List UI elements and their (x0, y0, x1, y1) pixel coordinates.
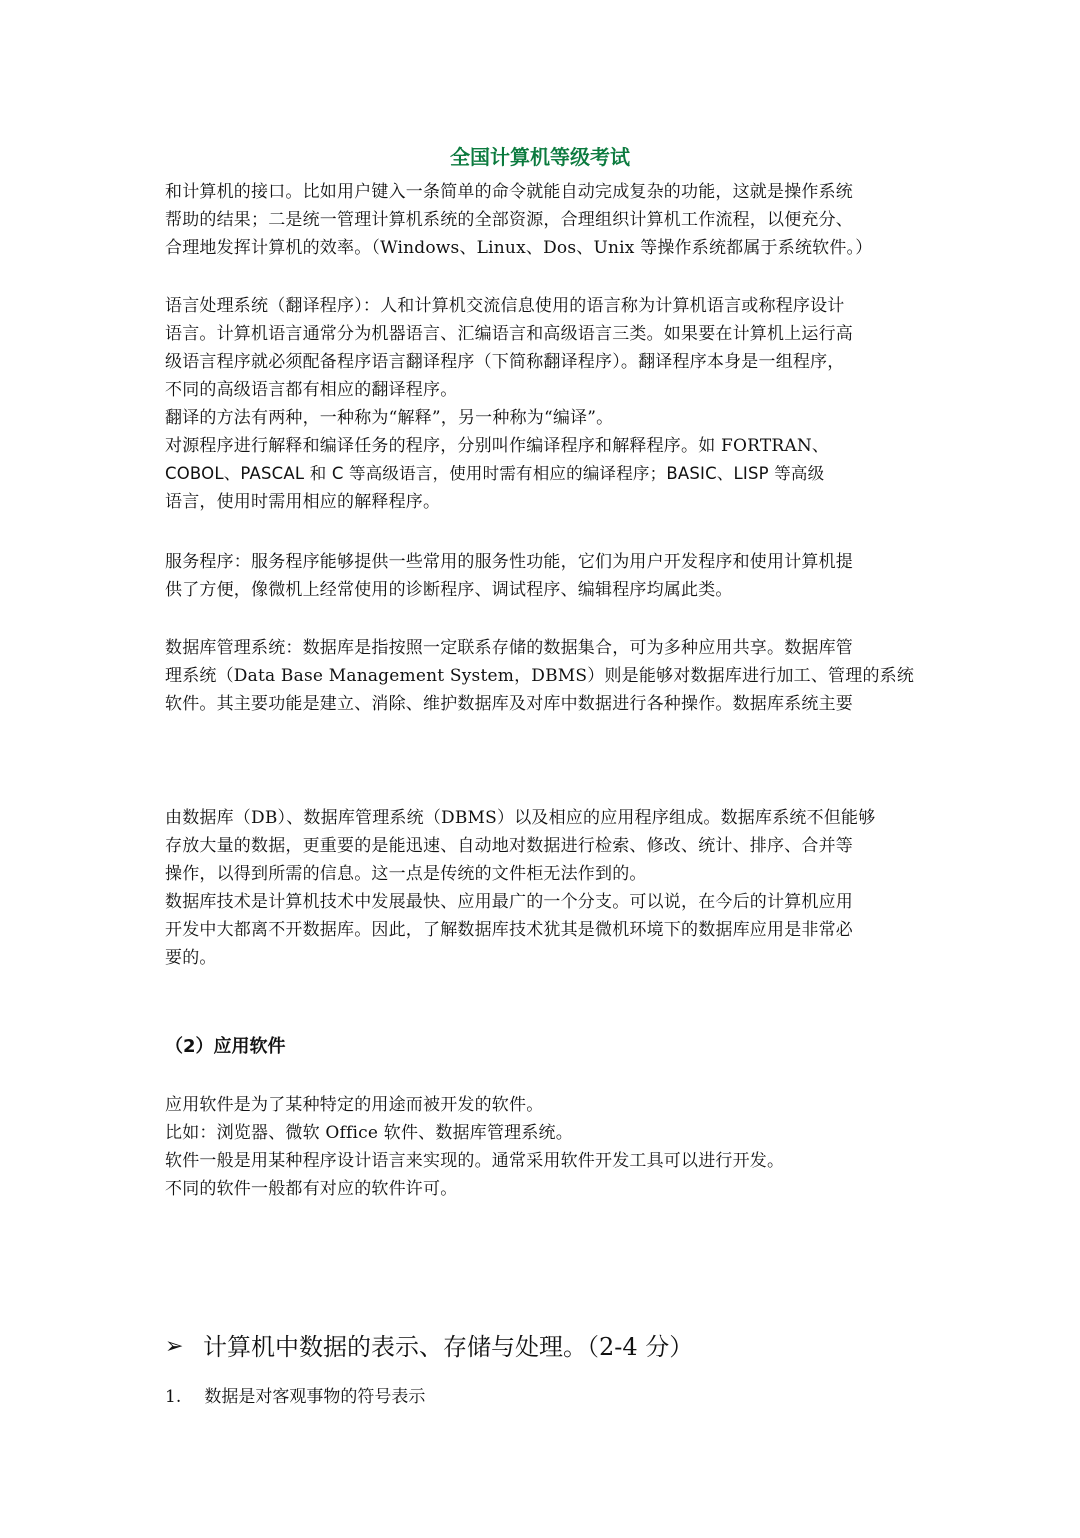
application-software-heading: （2）应用软件 (165, 1036, 286, 1057)
text-line: 应用软件是为了某种特定的用途而被开发的软件。 (165, 1095, 544, 1115)
os-paragraph (165, 178, 940, 262)
text-line: 不同的软件一般都有对应的软件许可。 (165, 1179, 458, 1199)
text-line: 由数据库（DB）、数据库管理系统（DBMS）以及相应的应用程序组成。数据库系统不但能够 (165, 808, 876, 828)
text-line: 语言，使用时需用相应的解释程序。 (165, 492, 441, 512)
text-line: 翻译的方法有两种，一种称为“解释”，另一种称为“编译”。 (165, 408, 614, 428)
page-header-title: 全国计算机等级考试 (450, 145, 630, 169)
text-line: 和计算机的接口。比如用户键入一条简单的命令就能自动完成复杂的功能，这就是操作系统 (165, 182, 853, 202)
list-item-number: 1. (165, 1387, 182, 1407)
text-line: 语言。计算机语言通常分为机器语言、汇编语言和高级语言三类。如果要在计算机上运行高 (165, 324, 853, 344)
section-heading (165, 1330, 693, 1364)
list-item (165, 1383, 425, 1411)
text-line: COBOL、PASCAL 和 C 等高级语言，使用时需有相应的编译程序；BASIC、LISP 等高级 (165, 464, 825, 483)
dbms-paragraph (165, 634, 940, 718)
text-line: 操作，以得到所需的信息。这一点是传统的文件柜无法作到的。 (165, 864, 647, 884)
application-software-paragraph (165, 1091, 940, 1203)
text-line: 服务程序：服务程序能够提供一些常用的服务性功能，它们为用户开发程序和使用计算机提 (165, 552, 853, 572)
text-line: 存放大量的数据，更重要的是能迅速、自动地对数据进行检索、修改、统计、排序、合并等 (165, 836, 853, 856)
text-line: 不同的高级语言都有相应的翻译程序。 (165, 380, 458, 400)
text-line: 要的。 (165, 948, 217, 968)
arrow-bullet-icon: ➢ (165, 1334, 184, 1359)
section-heading-title: 计算机中数据的表示、存储与处理。（2-4 分） (203, 1333, 694, 1361)
list-item-text: 数据是对客观事物的符号表示 (204, 1387, 426, 1407)
text-line: 理系统（Data Base Management System，DBMS）则是能够对数据库进行加工、管理的系统 (165, 666, 915, 686)
text-line: 软件一般是用某种程序设计语言来实现的。通常采用软件开发工具可以进行开发。 (165, 1151, 785, 1171)
text-line: 合理地发挥计算机的效率。（Windows、Linux、Dos、Unix 等操作系统都属于系统软件。） (165, 238, 873, 258)
text-line: 数据库技术是计算机技术中发展最快、应用最广的一个分支。可以说，在今后的计算机应用 (165, 892, 853, 912)
text-line: 比如：浏览器、微软 Office 软件、数据库管理系统。 (165, 1123, 573, 1143)
text-line: 开发中大都离不开数据库。因此，了解数据库技术犹其是微机环境下的数据库应用是非常必 (165, 920, 853, 940)
service-program-paragraph (165, 548, 940, 604)
text-line: 对源程序进行解释和编译任务的程序，分别叫作编译程序和解释程序。如 FORTRAN、 (165, 436, 830, 456)
text-line: 数据库管理系统：数据库是指按照一定联系存储的数据集合，可为多种应用共享。数据库管 (165, 638, 853, 658)
text-line: 软件。其主要功能是建立、消除、维护数据库及对库中数据进行各种操作。数据库系统主要 (165, 694, 853, 714)
text-line: 语言处理系统（翻译程序）：人和计算机交流信息使用的语言称为计算机语言或称程序设计 (165, 296, 845, 316)
text-line: 帮助的结果；二是统一管理计算机系统的全部资源，合理组织计算机工作流程，以便充分、 (165, 210, 853, 230)
text-line: 级语言程序就必须配备程序语言翻译程序（下简称翻译程序）。翻译程序本身是一组程序， (165, 352, 845, 372)
language-processing-paragraph (165, 292, 940, 516)
text-line: 供了方便，像微机上经常使用的诊断程序、调试程序、编辑程序均属此类。 (165, 580, 733, 600)
database-system-paragraph (165, 804, 940, 972)
